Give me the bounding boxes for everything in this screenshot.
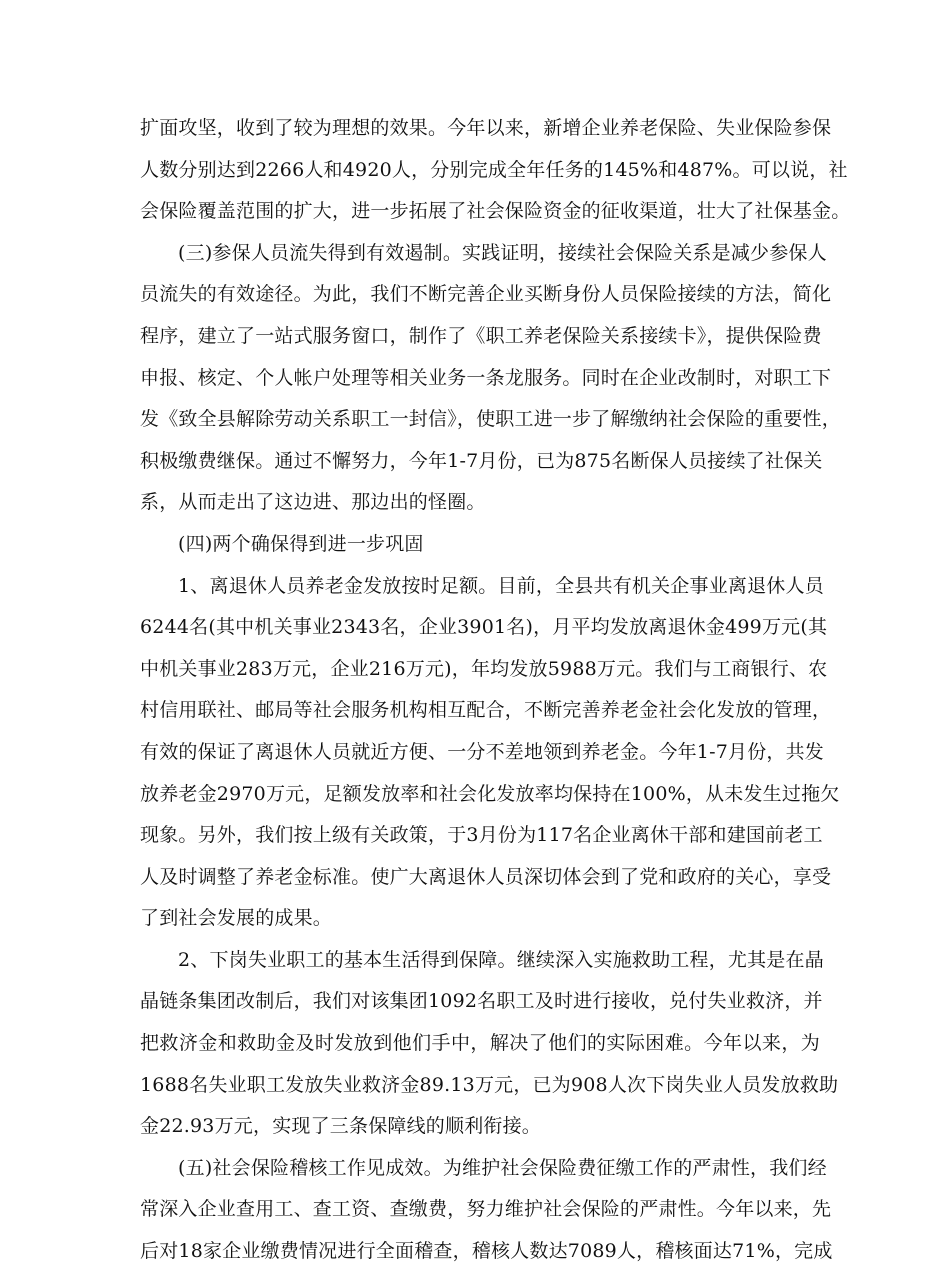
text-line: 积极缴费继保。通过不懈努力，今年1-7月份，已为875名断保人员接续了社保关	[140, 449, 823, 472]
text-line: (四)两个确保得到进一步巩固	[178, 532, 424, 555]
text-line: 系，从而走出了这边进、那边出的怪圈。	[140, 491, 486, 514]
document-page	[140, 108, 851, 1273]
text-line: 晶链条集团改制后，我们对该集团1092名职工及时进行接收，兑付失业救济，并	[140, 990, 823, 1013]
text-line: 村信用联社、邮局等社会服务机构相互配合，不断完善养老金社会化发放的管理，	[140, 699, 832, 722]
text-line: 把救济金和救助金及时发放到他们手中，解决了他们的实际困难。今年以来，为	[140, 1032, 820, 1055]
text-line: 员流失的有效途径。为此，我们不断完善企业买断身份人员保险接续的方法，简化	[140, 283, 832, 306]
text-line: 2、下岗失业职工的基本生活得到保障。继续深入实施救助工程，尤其是在晶	[178, 948, 824, 971]
text-line: 人及时调整了养老金标准。使广大离退休人员深切体会到了党和政府的关心，享受	[140, 865, 832, 888]
text-line: 发《致全县解除劳动关系职工一封信》，使职工进一步了解缴纳社会保险的重要性，	[140, 408, 841, 431]
text-line: 会保险覆盖范围的扩大，进一步拓展了社会保险资金的征收渠道，壮大了社保基金。	[140, 200, 851, 223]
text-line: 6244名(其中机关事业2343名，企业3901名)，月平均发放离退休金499万元(其	[140, 616, 828, 639]
text-line: 常深入企业查用工、查工资、查缴费，努力维护社会保险的严肃性。今年以来，先	[140, 1198, 832, 1221]
text-line: (三)参保人员流失得到有效遏制。实践证明，接续社会保险关系是减少参保人	[178, 241, 827, 264]
text-line: 现象。另外，我们按上级有关政策，于3月份为117名企业离休干部和建国前老工	[140, 824, 823, 847]
text-line: 人数分别达到2266人和4920人，分别完成全年任务的145%和487%。可以说，社	[140, 158, 848, 181]
text-line: 后对18家企业缴费情况进行全面稽查，稽核人数达7089人，稽核面达71%，完成	[140, 1240, 833, 1263]
text-line: 了到社会发展的成果。	[140, 907, 333, 930]
text-line: 程序，建立了一站式服务窗口，制作了《职工养老保险关系接续卡》，提供保险费	[140, 324, 822, 347]
text-line: 1、离退休人员养老金发放按时足额。目前，全县共有机关企事业离退休人员	[178, 574, 824, 597]
text-line: 扩面攻坚，收到了较为理想的效果。今年以来，新增企业养老保险、失业保险参保	[140, 117, 832, 139]
text-line: 申报、核定、个人帐户处理等相关业务一条龙服务。同时在企业改制时，对职工下	[140, 366, 832, 389]
text-line: 放养老金2970万元，足额发放率和社会化发放率均保持在100%，从未发生过拖欠	[140, 782, 840, 805]
text-line: 1688名失业职工发放失业救济金89.13万元，已为908人次下岗失业人员发放救助	[140, 1073, 839, 1096]
text-line: 金22.93万元，实现了三条保障线的顺利衔接。	[140, 1115, 541, 1138]
text-line: (五)社会保险稽核工作见成效。为维护社会保险费征缴工作的严肃性，我们经	[178, 1156, 827, 1179]
text-line: 中机关事业283万元，企业216万元)，年均发放5988万元。我们与工商银行、农	[140, 657, 828, 680]
text-line: 有效的保证了离退休人员就近方便、一分不差地领到养老金。今年1-7月份，共发	[140, 740, 824, 763]
